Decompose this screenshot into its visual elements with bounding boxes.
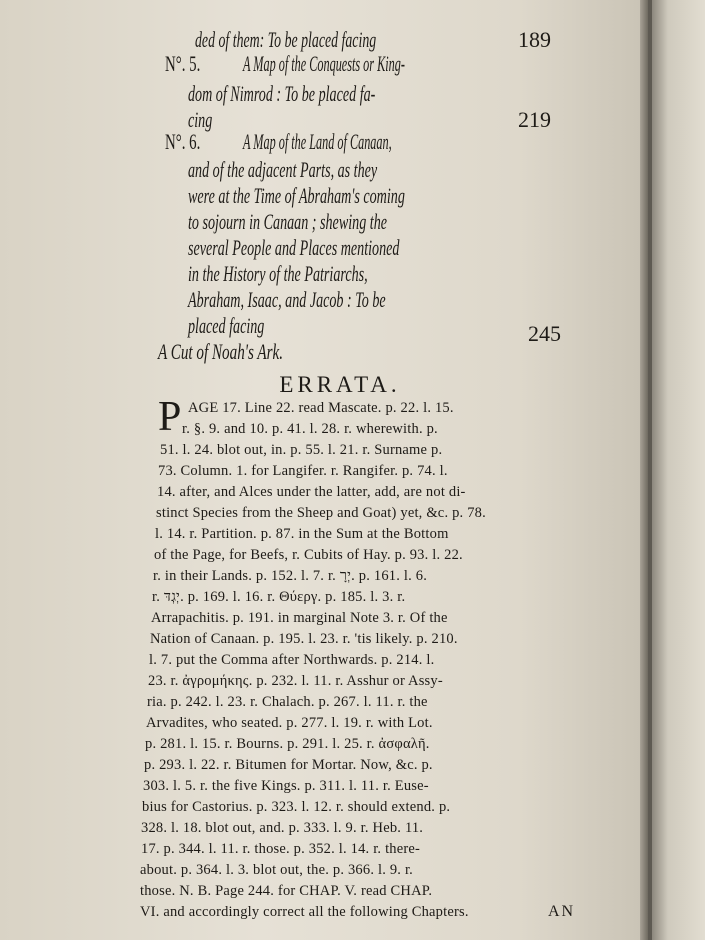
list-line: placed facing [188, 313, 265, 338]
list-line: dom of Nimrod : To be placed fa- [188, 81, 376, 106]
errata-line: 328. l. 18. blot out, and. p. 333. l. 9. r. Heb. 11. [141, 820, 424, 836]
list-line: were at the Time of Abraham's coming [188, 183, 405, 208]
list-line: A Cut of Noah's Ark. [158, 339, 284, 364]
errata-line: those. N. B. Page 244. for CHAP. V. read CHAP. [140, 883, 433, 899]
drop-cap: P [158, 394, 182, 440]
errata-line: of the Page, for Beefs, r. Cubits of Hay. p. 93. l. 22. [154, 547, 463, 563]
list-line: ded of them: To be placed facing [195, 27, 377, 52]
errata-line: Arvadites, who seated. p. 277. l. 19. r. with Lot. [146, 715, 433, 731]
list-line: and of the adjacent Parts, as they [188, 157, 378, 182]
errata-line: p. 293. l. 22. r. Bitumen for Mortar. Now, &c. p. [144, 757, 433, 773]
errata-line: 51. l. 24. blot out, in. p. 55. l. 21. r. Surname p. [160, 442, 443, 458]
errata-line: r. §. 9. and 10. p. 41. l. 28. r. wherewith. p. [182, 421, 438, 437]
errata-line: ria. p. 242. l. 23. r. Chalach. p. 267. l. 11. r. the [147, 694, 428, 710]
page-number: 219 [518, 107, 551, 132]
errata-line: p. 281. l. 15. r. Bourns. p. 291. l. 25. r. ἀσφαλῆ. [145, 736, 430, 752]
errata-line: about. p. 364. l. 3. blot out, the. p. 366. l. 9. r. [140, 862, 413, 878]
errata-line: l. 14. r. Partition. p. 87. in the Sum at the Bottom [155, 526, 449, 542]
errata-heading: ERRATA. [279, 372, 401, 397]
list-line: A Map of the Conquests or King- [243, 51, 405, 76]
errata-line: Nation of Canaan. p. 195. l. 23. r. 'tis likely. p. 210. [150, 631, 458, 647]
page-number: 245 [528, 321, 561, 346]
errata-line: r. in their Lands. p. 152. l. 7. r. יְרָ. p. 161. l. 6. [153, 568, 428, 584]
list-line: Abraham, Isaac, and Jacob : To be [188, 287, 386, 312]
errata-line: r. יְגְדּ. p. 169. l. 16. r. Θύεργ. p. 185. l. 3. r. [152, 589, 406, 605]
errata-line: 14. after, and Alces under the latter, add, are not di- [157, 484, 466, 500]
catchword: AN [548, 903, 576, 920]
errata-line: bius for Castorius. p. 323. l. 12. r. should extend. p. [142, 799, 451, 815]
errata-line: AGE 17. Line 22. read Mascate. p. 22. l. 15. [188, 400, 454, 416]
list-line: cing [188, 107, 213, 132]
entry-number: N°. 6. [165, 129, 201, 154]
facing-page-edge [652, 0, 705, 940]
list-line: several People and Places mentioned [188, 235, 400, 260]
errata-line: VI. and accordingly correct all the following Chapters. [140, 904, 469, 920]
list-line: to sojourn in Canaan ; shewing the [188, 209, 388, 234]
errata-line: 17. p. 344. l. 11. r. those. p. 352. l. 14. r. there- [141, 841, 421, 857]
errata-line: 303. l. 5. r. the five Kings. p. 311. l. 11. r. Euse- [143, 778, 429, 794]
page-number: 189 [518, 27, 551, 52]
errata-line: 23. r. ἀγρομήκης. p. 232. l. 11. r. Asshur or Assy- [148, 673, 443, 689]
errata-line: l. 7. put the Comma after Northwards. p. 214. l. [149, 652, 435, 668]
list-line: A Map of the Land of Canaan, [243, 129, 392, 154]
entry-number: N°. 5. [165, 51, 201, 76]
errata-line: Arrapachitis. p. 191. in marginal Note 3. r. Of the [151, 610, 448, 626]
list-line: in the History of the Patriarchs, [188, 261, 368, 286]
errata-line: 73. Column. 1. for Langifer. r. Rangifer. p. 74. l. [158, 463, 448, 479]
errata-line: stinct Species from the Sheep and Goat) yet, &c. p. 78. [156, 505, 486, 521]
page-edge [640, 0, 648, 940]
